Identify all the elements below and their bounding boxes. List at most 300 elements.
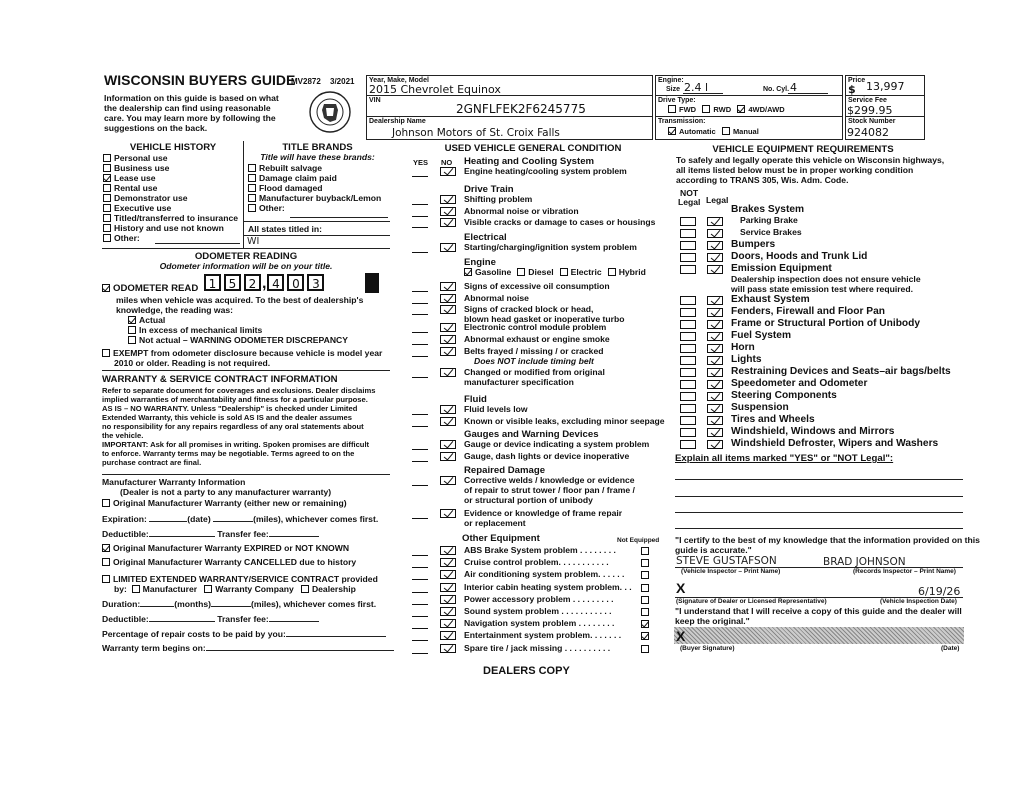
brand-item xyxy=(248,173,381,183)
condition-item-text: Corrective welds / knowledge or evidence of repair to strut tower / floor pan / frame / or structural portion of unibody xyxy=(464,475,635,505)
begins-row: Warranty term begins on: xyxy=(102,643,394,653)
equip-not-legal-box[interactable] xyxy=(680,229,696,238)
state-seal xyxy=(300,86,360,138)
other-item-text: Interior cabin heating system problem. . . xyxy=(464,581,632,592)
odometer-read-checkbox[interactable] xyxy=(102,284,110,292)
equip-legal-box[interactable] xyxy=(707,344,723,353)
brand-checkbox[interactable] xyxy=(248,204,256,212)
history-checkbox[interactable] xyxy=(103,204,111,212)
condition-item-text: Gauge, dash lights or device inoperative xyxy=(464,451,630,461)
brand-item-label: Manufacturer buyback/Lemon xyxy=(259,193,382,203)
condition-section-head: Fluid xyxy=(464,394,487,405)
other-no-box[interactable] xyxy=(440,619,456,628)
other-yes-box[interactable] xyxy=(412,631,428,641)
condition-yes-box[interactable] xyxy=(412,440,428,450)
expired-checkbox[interactable] xyxy=(102,544,110,552)
other-item-text: Sound system problem . . . . . . . . . . . xyxy=(464,606,612,616)
orig-warranty: Original Manufacturer Warranty (either new or remaining) xyxy=(102,498,347,508)
condition-yes-box[interactable] xyxy=(412,323,428,333)
other-yes-box[interactable] xyxy=(412,558,428,568)
history-checkbox[interactable] xyxy=(103,184,111,192)
condition-item-text: Abnormal noise xyxy=(464,293,529,303)
cyl-value: 4 xyxy=(790,81,797,94)
condition-item-text: Engine heating/cooling system problem xyxy=(464,166,627,176)
equip-item-label: Fenders, Firewall and Floor Pan xyxy=(731,306,885,317)
fee-value: $299.95 xyxy=(847,104,893,117)
condition-no-box[interactable] xyxy=(440,207,456,216)
odometer-text: miles when vehicle was acquired. To the best of dealership's knowledge, the reading was: Actual In excess of mechanical limits Not actual – WARNING ODOMETER DISCREPANCY xyxy=(116,295,364,345)
dealer-label: Dealership Name xyxy=(369,118,426,125)
other-no-box[interactable] xyxy=(440,595,456,604)
condition-no-box[interactable] xyxy=(440,294,456,303)
intro-text: Information on this guide is based on what the dealership can find using reasonable care. You may learn more by following the suggestions on the back. xyxy=(104,93,279,133)
form-date: 3/2021 xyxy=(330,77,355,86)
condition-section-head: Heating and Cooling System xyxy=(464,156,595,167)
history-item xyxy=(103,233,241,243)
vehicle-inspector-name: STEVE GUSTAFSON xyxy=(676,555,777,567)
equipment-intro: To safely and legally operate this vehicle on Wisconsin highways, all items listed below must be in proper working condition according to TRANS 305, Wis. Adm. Code. xyxy=(676,155,945,185)
trans-label: Transmission: xyxy=(658,118,706,125)
not-equipped-checkbox[interactable] xyxy=(641,645,649,653)
equip-item-label: Suspension xyxy=(731,402,789,413)
price-currency: $ xyxy=(848,83,856,96)
vin-label: VIN xyxy=(369,97,381,104)
condition-section-head: Engine xyxy=(464,257,496,268)
odometer-digit: 4 xyxy=(267,274,284,291)
buyer-date-label: (Date) xyxy=(941,645,960,652)
other-equipment-title: Other Equipment xyxy=(462,533,540,544)
brand-item xyxy=(248,163,381,173)
condition-no-box[interactable] xyxy=(440,218,456,227)
history-item-label: Business use xyxy=(114,163,170,173)
stock-value: 924082 xyxy=(847,126,889,139)
condition-yes-box[interactable] xyxy=(412,417,428,427)
brand-item-label: Damage claim paid xyxy=(259,173,337,183)
history-checkbox[interactable] xyxy=(103,224,111,232)
equip-legal-box[interactable] xyxy=(707,229,723,238)
dealer-value: Johnson Motors of St. Croix Falls xyxy=(392,127,560,139)
equip-item-label: Windshield Defroster, Wipers and Washers xyxy=(731,438,939,449)
cyl-label: No. Cyl. xyxy=(763,86,790,93)
expiration-row: Expiration: (date) (miles), whichever comes first. xyxy=(102,514,379,524)
condition-item-text: Shifting problem xyxy=(464,194,533,204)
fuel-checkbox[interactable] xyxy=(560,268,568,276)
condition-yes-box[interactable] xyxy=(412,347,428,357)
condition-yes-box[interactable] xyxy=(412,509,428,519)
not-equipped-checkbox[interactable] xyxy=(641,584,649,592)
other-item-text: Power accessory problem . . . . . . . . . xyxy=(464,593,614,604)
condition-item-text: Abnormal noise or vibration xyxy=(464,206,579,216)
equipment-title: VEHICLE EQUIPMENT REQUIREMENTS xyxy=(712,144,894,155)
other-no-box[interactable] xyxy=(440,607,456,616)
history-checkbox[interactable] xyxy=(103,234,111,242)
not-equipped-checkbox[interactable] xyxy=(641,596,649,604)
condition-item-text: Changed or modified from original manufacturer specification xyxy=(464,367,605,387)
condition-no-box[interactable] xyxy=(440,405,456,414)
dealer-signature-label: (Signature of Dealer or Licensed Representative) xyxy=(676,598,827,605)
equip-not-legal-box[interactable] xyxy=(680,265,696,274)
legal-header-1: Legal xyxy=(678,197,701,207)
condition-item-text: Gauge or device indicating a system problem xyxy=(464,439,650,449)
equip-not-legal-box[interactable] xyxy=(680,332,696,341)
equip-not-legal-box[interactable] xyxy=(680,241,696,250)
other-item-text: Entertainment system problem. . . . . . . xyxy=(464,630,622,641)
equip-item-label: Brakes System xyxy=(731,204,805,215)
brand-item xyxy=(248,183,381,193)
equip-not-legal-box[interactable] xyxy=(680,320,696,329)
history-item xyxy=(103,203,241,213)
other-yes-box[interactable] xyxy=(412,607,428,617)
equip-legal-box[interactable] xyxy=(707,368,723,377)
brand-item xyxy=(248,203,381,213)
condition-yes-box[interactable] xyxy=(412,243,428,253)
ymm-value: 2015 Chevrolet Equinox xyxy=(369,83,501,96)
odometer-read-label: ODOMETER READ xyxy=(102,283,198,294)
not-equipped-header: Not Equipped xyxy=(617,537,660,544)
history-item xyxy=(103,173,241,183)
limited-row: LIMITED EXTENDED WARRANTY/SERVICE CONTRACT provided by: Manufacturer Warranty Company Dealership xyxy=(102,574,378,594)
equip-legal-box[interactable] xyxy=(707,380,723,389)
other-no-box[interactable] xyxy=(440,631,456,640)
condition-yes-box[interactable] xyxy=(412,368,428,378)
history-item xyxy=(103,213,241,223)
cancelled-row: Original Manufacturer Warranty CANCELLED due to history xyxy=(102,557,356,567)
other-yes-box[interactable] xyxy=(412,583,428,593)
odometer-digit: 5 xyxy=(224,274,241,291)
odometer-digits: 1 5 2 , 4 0 3 xyxy=(204,274,327,293)
other-item-text: Air conditioning system problem. . . . . . xyxy=(464,569,625,580)
form-number: MV2872 xyxy=(291,77,321,86)
actual-checkbox[interactable] xyxy=(128,316,136,324)
condition-yes-box[interactable] xyxy=(412,405,428,415)
equip-item-label: Bumpers xyxy=(731,239,776,250)
no-header: NO xyxy=(441,158,453,167)
drive-4wd-checkbox[interactable] xyxy=(737,105,745,113)
by-manufacturer-checkbox[interactable] xyxy=(132,585,140,593)
condition-no-box[interactable] xyxy=(440,476,456,485)
condition-no-box[interactable] xyxy=(440,440,456,449)
equip-legal-box[interactable] xyxy=(707,404,723,413)
fuel-options xyxy=(464,267,652,277)
condition-no-box[interactable] xyxy=(440,417,456,426)
not-equipped-checkbox[interactable] xyxy=(641,559,649,567)
history-item-label: Titled/transferred to insurance xyxy=(114,213,239,223)
not-equipped-checkbox[interactable] xyxy=(641,608,649,616)
form-title: WISCONSIN BUYERS GUIDE xyxy=(104,72,296,88)
equip-not-legal-box[interactable] xyxy=(680,392,696,401)
certify-text: "I certify to the best of my knowledge that the information provided on this guide is accurate." xyxy=(675,535,980,555)
equip-legal-box[interactable] xyxy=(707,392,723,401)
equip-not-legal-box[interactable] xyxy=(680,296,696,305)
equip-not-legal-box[interactable] xyxy=(680,428,696,437)
equip-item-label: Emission Equipment xyxy=(731,263,832,274)
condition-no-box[interactable] xyxy=(440,509,456,518)
brand-item-label: Other: xyxy=(259,203,285,213)
drive-rwd-checkbox[interactable] xyxy=(702,105,710,113)
exempt-text: EXEMPT from odometer disclosure because vehicle is model year 2010 or older. Reading is not required. xyxy=(102,348,382,368)
condition-item-text: Fluid levels low xyxy=(464,404,528,414)
equip-item-label: Doors, Hoods and Trunk Lid xyxy=(731,251,868,262)
inspection-date: 6/19/26 xyxy=(918,585,961,598)
buyer-signature-x: X xyxy=(676,628,686,644)
fuel-label: Hybrid xyxy=(618,267,646,277)
condition-item-text: Signs of cracked block or head, blown head gasket or inoperative turbo xyxy=(464,304,625,324)
dealers-copy-footer: DEALERS COPY xyxy=(483,665,570,677)
duration-row: Duration: (months) (miles), whichever comes first. xyxy=(102,599,377,609)
trans-auto-checkbox[interactable] xyxy=(668,127,676,135)
condition-yes-box[interactable] xyxy=(412,167,428,177)
history-checkbox[interactable] xyxy=(103,214,111,222)
other-no-box[interactable] xyxy=(440,558,456,567)
emission-note: Dealership inspection does not ensure vehicle will pass state emission test where required. xyxy=(731,274,921,294)
equip-legal-box[interactable] xyxy=(707,217,723,226)
deductible-row: Deductible: Transfer fee: xyxy=(102,529,319,539)
buyer-signature-label: (Buyer Signature) xyxy=(680,645,735,652)
history-item-label: Executive use xyxy=(114,203,172,213)
history-item-label: Rental use xyxy=(114,183,158,193)
other-yes-box[interactable] xyxy=(412,546,428,556)
understand-text: "I understand that I will receive a copy of this guide and the dealer will keep the original." xyxy=(675,606,962,626)
size-label: Size xyxy=(666,86,681,93)
condition-item-text: Abnormal exhaust or engine smoke xyxy=(464,334,610,344)
excess-checkbox[interactable] xyxy=(128,326,136,334)
condition-item-text: Belts frayed / missing / or cracked Does NOT include timing belt xyxy=(464,346,604,366)
drive-label: Drive Type: xyxy=(658,97,696,104)
other-yes-box[interactable] xyxy=(412,644,428,654)
condition-item-text: Starting/charging/ignition system problem xyxy=(464,242,637,252)
equip-not-legal-box[interactable] xyxy=(680,404,696,413)
history-item xyxy=(103,223,241,233)
brand-checkbox[interactable] xyxy=(248,194,256,202)
condition-yes-box[interactable] xyxy=(412,452,428,462)
history-item-label: Lease use xyxy=(114,173,156,183)
other-item-text: Navigation system problem . . . . . . . . xyxy=(464,618,615,629)
history-item-label: Personal use xyxy=(114,153,168,163)
by-dealership-checkbox[interactable] xyxy=(301,585,309,593)
other-yes-box[interactable] xyxy=(412,619,428,629)
condition-yes-box[interactable] xyxy=(412,282,428,292)
equip-not-legal-box[interactable] xyxy=(680,356,696,365)
equip-item-label: Parking Brake xyxy=(740,215,798,225)
equip-legal-box[interactable] xyxy=(707,308,723,317)
price-value: 13,997 xyxy=(866,80,905,93)
brand-checkbox[interactable] xyxy=(248,174,256,182)
cancelled-checkbox[interactable] xyxy=(102,558,110,566)
size-value: 2.4 l xyxy=(684,81,709,94)
explain-label: Explain all items marked "YES" or "NOT Legal": xyxy=(675,453,894,464)
engine-label: Engine: xyxy=(658,77,684,84)
drive-fwd-checkbox[interactable] xyxy=(668,105,676,113)
condition-yes-box[interactable] xyxy=(412,335,428,345)
brand-item xyxy=(248,193,381,203)
fuel-checkbox[interactable] xyxy=(608,268,616,276)
brand-item-label: Rebuilt salvage xyxy=(259,163,323,173)
equip-legal-box[interactable] xyxy=(707,241,723,250)
condition-item-text: Electronic control module problem xyxy=(464,322,607,332)
equip-legal-box[interactable] xyxy=(707,296,723,305)
trans-manual-checkbox[interactable] xyxy=(722,127,730,135)
fee-label: Service Fee xyxy=(848,97,887,104)
dealer-signature-x: X xyxy=(676,580,686,596)
equip-item-label: Exhaust System xyxy=(731,294,810,305)
history-title: VEHICLE HISTORY xyxy=(129,142,217,153)
condition-item-text: Evidence or knowledge of frame repair or replacement xyxy=(464,508,623,528)
equip-legal-box[interactable] xyxy=(707,253,723,262)
vin-value: 2GNFLFEK2F6245775 xyxy=(456,102,586,116)
condition-yes-box[interactable] xyxy=(412,476,428,486)
history-list xyxy=(103,153,241,243)
brand-item-label: Flood damaged xyxy=(259,183,323,193)
warranty-text: Refer to separate document for coverages and exclusions. Dealer disclaims implied warranties of merchantability and fitness for a particular purpose. AS IS – NO WARRANTY. Unless "Dealership" is checked under Limited Extended Warranty, this vehicle is sold AS IS and the dealer assumes no responsibility for any repairs regardless of any oral statements about the vehicle. IMPORTANT: Ask for all promises in writing. Spoken promises are difficult to enforce. Warranty terms may be negotiable. Terms agreed to on the purchase contract are final. xyxy=(102,386,376,467)
deductible-row-2: Deductible: Transfer fee: xyxy=(102,614,319,624)
condition-section-head: Gauges and Warning Devices xyxy=(464,429,599,440)
condition-no-box[interactable] xyxy=(440,335,456,344)
price-label: Price xyxy=(848,77,866,84)
condition-no-box[interactable] xyxy=(440,323,456,332)
states-label: All states titled in: xyxy=(248,224,323,234)
ymm-label: Year, Make, Model xyxy=(369,77,429,84)
history-item xyxy=(103,153,241,163)
brands-title: TITLE BRANDS xyxy=(282,142,353,153)
not-equipped-checkbox[interactable] xyxy=(641,620,649,628)
equip-legal-box[interactable] xyxy=(707,440,723,449)
fuel-label: Gasoline xyxy=(475,267,512,277)
condition-yes-box[interactable] xyxy=(412,305,428,315)
condition-yes-box[interactable] xyxy=(412,218,428,228)
history-checkbox[interactable] xyxy=(103,194,111,202)
equip-not-legal-box[interactable] xyxy=(680,217,696,226)
condition-title: USED VEHICLE GENERAL CONDITION xyxy=(444,143,622,154)
other-no-box[interactable] xyxy=(440,570,456,579)
other-item-text: Spare tire / jack missing . . . . . . . . . . xyxy=(464,642,611,653)
other-item-text: ABS Brake System problem . . . . . . . . xyxy=(464,545,616,555)
odometer-digit: 2 xyxy=(244,274,261,291)
brand-checkbox[interactable] xyxy=(248,164,256,172)
odometer-digit: 1 xyxy=(204,274,221,291)
equip-legal-box[interactable] xyxy=(707,320,723,329)
condition-item-text: Signs of excessive oil consumption xyxy=(464,281,610,291)
history-checkbox[interactable] xyxy=(103,154,111,162)
equip-not-legal-box[interactable] xyxy=(680,344,696,353)
equip-not-legal-box[interactable] xyxy=(680,416,696,425)
vehicle-inspector-label: (Vehicle Inspector – Print Name) xyxy=(681,568,781,575)
equip-item-label: Windshield, Windows and Mirrors xyxy=(731,426,895,437)
equip-not-legal-box[interactable] xyxy=(680,440,696,449)
condition-section-head: Electrical xyxy=(464,232,507,243)
condition-yes-box[interactable] xyxy=(412,195,428,205)
condition-section-head: Drive Train xyxy=(464,184,514,195)
yes-header: YES xyxy=(413,158,429,167)
condition-no-box[interactable] xyxy=(440,243,456,252)
not-equipped-checkbox[interactable] xyxy=(641,571,649,579)
equip-legal-box[interactable] xyxy=(707,356,723,365)
odometer-blackout xyxy=(365,273,379,293)
history-item xyxy=(103,163,241,173)
trans-options: Automatic Manual xyxy=(668,127,759,137)
equip-not-legal-box[interactable] xyxy=(680,308,696,317)
history-item-label: History and use not known xyxy=(114,223,224,233)
equip-item-label: Horn xyxy=(731,342,755,353)
history-checkbox[interactable] xyxy=(103,164,111,172)
condition-no-box[interactable] xyxy=(440,347,456,356)
history-item xyxy=(103,193,241,203)
equip-legal-box[interactable] xyxy=(707,265,723,274)
inspection-date-label: (Vehicle Inspection Date) xyxy=(880,598,957,605)
history-checkbox[interactable] xyxy=(103,174,111,182)
brands-subtitle: Title will have these brands: xyxy=(260,152,375,162)
condition-yes-box[interactable] xyxy=(412,294,428,304)
history-item-label: Demonstrator use xyxy=(114,193,188,203)
exempt-checkbox[interactable] xyxy=(102,349,110,357)
equip-item-label: Speedometer and Odometer xyxy=(731,378,868,389)
equip-item-label: Frame or Structural Portion of Unibody xyxy=(731,318,921,329)
orig-warranty-checkbox[interactable] xyxy=(102,499,110,507)
percentage-row: Percentage of repair costs to be paid by you: xyxy=(102,629,386,639)
condition-no-box[interactable] xyxy=(440,195,456,204)
buyer-signature-field[interactable] xyxy=(674,627,964,644)
equip-item-label: Lights xyxy=(731,354,762,365)
fuel-checkbox[interactable] xyxy=(517,268,525,276)
by-warranty-co-checkbox[interactable] xyxy=(204,585,212,593)
equip-not-legal-box[interactable] xyxy=(680,253,696,262)
condition-no-box[interactable] xyxy=(440,368,456,377)
equip-legal-box[interactable] xyxy=(707,416,723,425)
condition-no-box[interactable] xyxy=(440,305,456,314)
odometer-digit: 0 xyxy=(287,274,304,291)
equip-legal-box[interactable] xyxy=(707,332,723,341)
other-no-box[interactable] xyxy=(440,546,456,555)
condition-no-box[interactable] xyxy=(440,452,456,461)
records-inspector-label: (Records Inspector – Print Name) xyxy=(853,568,956,575)
brand-checkbox[interactable] xyxy=(248,184,256,192)
legal-header-2: Legal xyxy=(706,195,729,205)
condition-no-box[interactable] xyxy=(440,282,456,291)
history-item-label: Other: xyxy=(114,233,140,243)
not-equipped-checkbox[interactable] xyxy=(641,547,649,555)
other-yes-box[interactable] xyxy=(412,570,428,580)
history-item xyxy=(103,183,241,193)
fuel-label: Electric xyxy=(570,267,602,277)
condition-section-head: Repaired Damage xyxy=(464,465,546,476)
equip-item-label: Service Brakes xyxy=(740,227,802,237)
odometer-digit: 3 xyxy=(307,274,324,291)
other-item-text: Cruise control problem. . . . . . . . . . . xyxy=(464,557,609,568)
states-value: WI xyxy=(247,236,260,247)
drive-options: FWD RWD 4WD/AWD xyxy=(668,105,785,115)
equip-not-legal-box[interactable] xyxy=(680,368,696,377)
limited-checkbox[interactable] xyxy=(102,575,110,583)
odometer-subtitle: Odometer information will be on your title. xyxy=(159,261,333,271)
not-legal-header: NOT xyxy=(680,188,699,198)
warranty-title: WARRANTY & SERVICE CONTRACT INFORMATION xyxy=(102,374,338,385)
not-equipped-checkbox[interactable] xyxy=(641,632,649,640)
not-actual-checkbox[interactable] xyxy=(128,336,136,344)
condition-no-box[interactable] xyxy=(440,167,456,176)
condition-yes-box[interactable] xyxy=(412,207,428,217)
condition-item-text: Known or visible leaks, excluding minor seepage xyxy=(464,416,665,426)
equip-legal-box[interactable] xyxy=(707,428,723,437)
equip-not-legal-box[interactable] xyxy=(680,380,696,389)
fuel-checkbox[interactable] xyxy=(464,268,472,276)
equip-item-label: Fuel System xyxy=(731,330,792,341)
equip-item-label: Tires and Wheels xyxy=(731,414,815,425)
other-no-box[interactable] xyxy=(440,644,456,653)
other-no-box[interactable] xyxy=(440,583,456,592)
other-yes-box[interactable] xyxy=(412,595,428,605)
equip-item-label: Restraining Devices and Seats–air bags/belts xyxy=(731,366,951,377)
brands-list xyxy=(248,163,381,213)
stock-label: Stock Number xyxy=(848,118,896,125)
